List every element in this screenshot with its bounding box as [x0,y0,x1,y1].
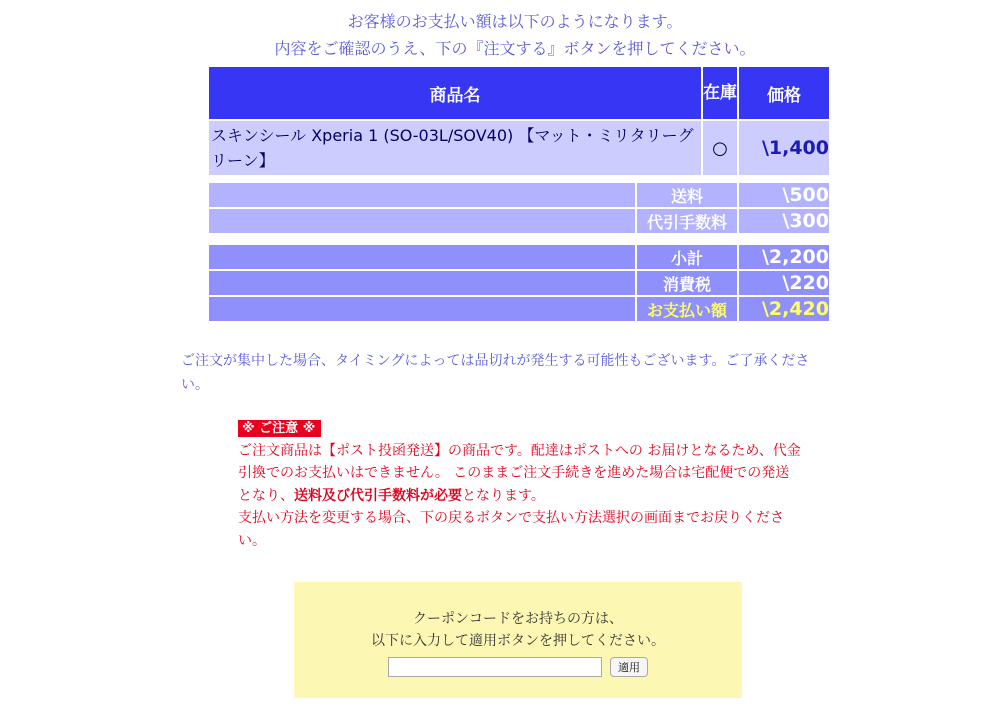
apply-coupon-button[interactable]: 適用 [610,657,648,677]
total-row [208,296,830,322]
cod-fee-value: \300 [738,208,830,234]
tax-value: \220 [738,270,830,296]
caution-emphasis: 送料及び代引手数料が必要 [294,487,462,504]
shipping-row [208,182,830,208]
subtotal-label: 小計 [636,244,738,270]
total-value: \2,420 [738,296,830,322]
coupon-form [294,657,742,677]
item-name: スキンシール Xperia 1 (SO-03L/SOV40) 【マット・ミリタリーグリーン】 [208,120,702,176]
caution-notice [238,417,803,552]
tax-row [208,270,830,296]
stock-notice: ご注文が集中した場合、タイミングによっては品切れが発生する可能性もございます。ご了承ください。 [181,353,810,393]
coupon-code-input[interactable] [388,657,602,677]
totals-table [207,243,831,323]
coupon-section [294,582,742,698]
caution-text-2: 支払い方法を変更する場合、下の戻るボタンで支払い方法選択の画面までお戻りください。 [238,510,784,549]
table-row [208,120,830,176]
cod-fee-row [208,208,830,234]
subtotal-row [208,244,830,270]
item-price: \1,400 [738,120,830,176]
intro-line-1: お客様のお支払い額は以下のようになります。 [347,12,683,31]
coupon-instruction-1: クーポンコードをお持ちの方は、 [413,611,623,627]
caution-text: ご注文商品は【ポスト投函発送】の商品です。配達はポストへの お届けとなるため、代金引換でのお支払いはできません。 このままご注文手続きを進めた場合は宅配便での発送となり、送料及び代引手数料が必要となります。 [238,442,801,504]
subtotal-value: \2,200 [738,244,830,270]
intro-message [0,8,1000,62]
caution-badge: ※ ご注意 ※ [238,420,321,437]
order-table-header [208,66,830,120]
cod-fee-label: 代引手数料 [636,208,738,234]
tax-label: 消費税 [636,270,738,296]
header-product-name: 商品名 [208,66,702,120]
shipping-label: 送料 [636,182,738,208]
total-label: お支払い額 [636,296,738,322]
header-price: 価格 [738,66,830,120]
item-stock: ○ [702,120,738,176]
intro-line-2: 内容をご確認のうえ、下の『注文する』ボタンを押してください。 [274,39,756,58]
shipping-value: \500 [738,182,830,208]
coupon-instruction-2: 以下に入力して適用ボタンを押してください。 [371,633,665,649]
order-items-table [207,65,831,177]
header-stock: 在庫 [702,66,738,120]
fees-table [207,181,831,235]
